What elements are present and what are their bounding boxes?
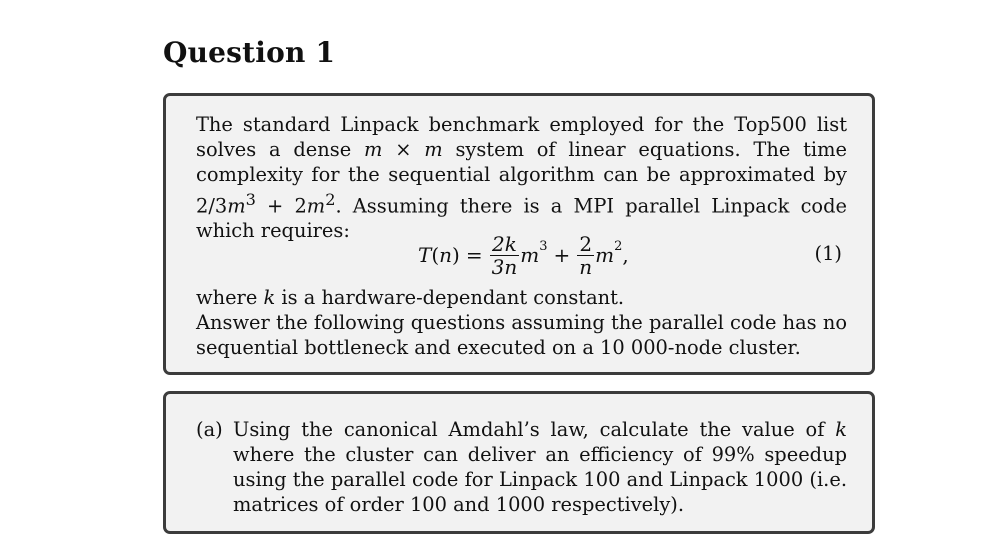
eq-exponent: 3	[539, 238, 548, 254]
var-m: m	[364, 138, 383, 161]
question-title: Question 1	[163, 36, 336, 69]
fraction-2-numerator: 2	[579, 231, 593, 256]
eq-paren: (	[431, 243, 440, 267]
fraction-2-denominator: n	[579, 254, 593, 279]
fraction-1	[490, 233, 520, 278]
exponent: 3	[245, 190, 256, 209]
instructions-text: Answer the following questions assuming the parallel code has no sequential bottleneck and executed on a 10 000-node cluster.	[196, 311, 847, 359]
eq-paren: )	[452, 243, 460, 267]
eq-plus: +	[553, 243, 571, 267]
eq-exponent: 2	[614, 238, 623, 254]
var-k: k	[263, 286, 276, 309]
equation-1	[166, 227, 872, 283]
question-box	[163, 93, 875, 375]
exponent: 2	[325, 190, 336, 209]
equation-number: (1)	[814, 242, 842, 265]
intro-text-3: . Assuming there is a MPI parallel Linpack code which requires:	[196, 194, 847, 243]
fraction-1-numerator: 2k	[492, 231, 517, 256]
eq-m: m	[520, 243, 540, 267]
eq-equals: =	[465, 243, 483, 267]
var-m: m	[306, 194, 326, 218]
eq-comma: ,	[622, 243, 629, 267]
intro-paragraph	[196, 112, 847, 243]
var-m: m	[424, 138, 443, 161]
intro-text-1: The standard Linpack benchmark employed for the Top500 list solves a dense	[196, 113, 847, 161]
fraction-2	[577, 233, 594, 278]
part-a-text-2: where the cluster can deliver an efficiency of 99% speedup using the parallel code for Linpack 100 and Linpack 1000 (i.e. matrices of order 100 and 1000 respectively).	[233, 443, 847, 516]
equation-body	[418, 227, 629, 283]
note-text-1: where	[196, 286, 264, 309]
part-a-text	[233, 417, 847, 517]
note-text-2: is a hardware-dependant constant.	[275, 286, 625, 309]
eq-T: T	[418, 243, 432, 267]
fraction-1-denominator: 3n	[491, 254, 518, 279]
var-m: m	[227, 194, 246, 218]
after-paragraph	[196, 285, 847, 360]
constant-note	[196, 285, 847, 310]
var-k: k	[835, 418, 847, 441]
times-sign: ×	[382, 138, 425, 161]
intro-text-2: system of linear equations. The time complexity for the sequential algorithm can be approximated by 2/3	[196, 138, 847, 218]
plus-term: + 2	[255, 194, 307, 218]
part-a-box	[163, 391, 875, 534]
part-a-text-1: Using the canonical Amdahl’s law, calculate the value of	[233, 418, 836, 441]
part-a-label: (a)	[196, 418, 223, 441]
eq-m: m	[595, 243, 615, 267]
eq-n: n	[439, 243, 453, 267]
